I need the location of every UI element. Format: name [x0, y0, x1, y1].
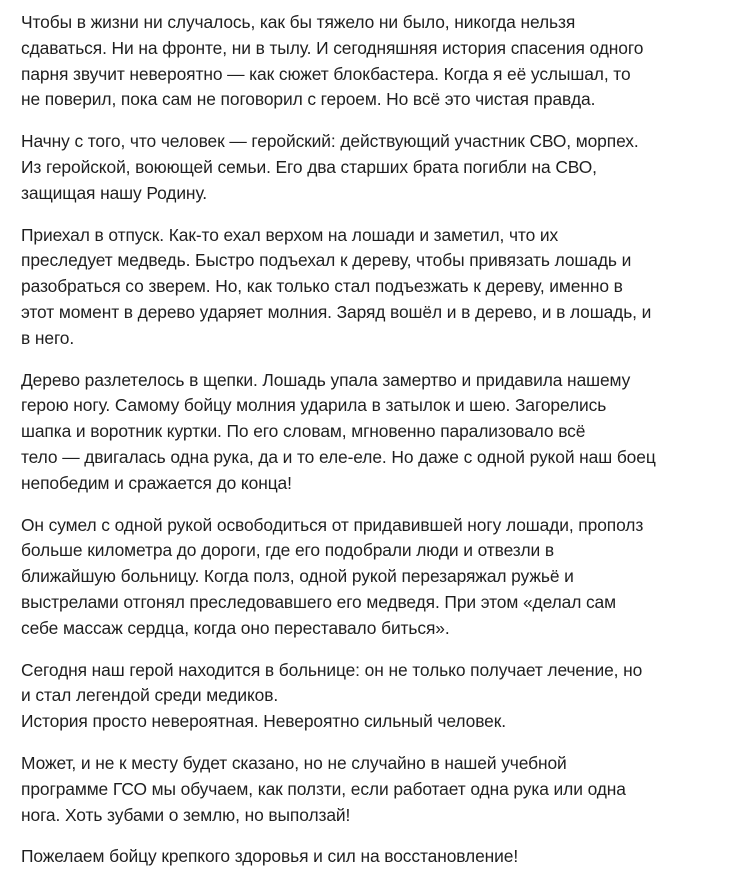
text-line: История просто невероятная. Невероятно сильный человек. — [21, 711, 506, 732]
text-line: Приехал в отпуск. Как-то ехал верхом на лошади и заметил, что их — [21, 224, 559, 245]
text-line: парня звучит невероятно — как сюжет блокбастера. Когда я её услышал, то — [21, 63, 631, 84]
text-line: сдаваться. Ни на фронте, ни в тылу. И сегодняшняя история спасения одного — [21, 37, 644, 58]
paragraph-5 — [21, 513, 721, 642]
text-line: нога. Хоть зубами о землю, но выползай! — [21, 804, 351, 825]
text-line: Дерево разлетелось в щепки. Лошадь упала замертво и придавила нашему — [21, 369, 631, 390]
text-line: Пожелаем бойцу крепкого здоровья и сил на восстановление! — [21, 846, 519, 867]
paragraph-2 — [21, 129, 721, 206]
text-line: ближайшую больницу. Когда полз, одной рукой перезаряжал ружьё и — [21, 566, 574, 587]
paragraph-3 — [21, 223, 721, 352]
text-line: программе ГСО мы обучаем, как ползти, если работает одна рука или одна — [21, 778, 626, 799]
text-line: Из геройской, воюющей семьи. Его два старших брата погибли на СВО, — [21, 156, 597, 177]
paragraph-6 — [21, 658, 721, 735]
text-line: Сегодня наш герой находится в больнице: он не только получает лечение, но — [21, 659, 643, 680]
text-line: тело — двигалась одна рука, да и то еле-еле. Но даже с одной рукой наш боец — [21, 446, 656, 467]
text-line: в него. — [21, 327, 75, 348]
text-line: и стал легендой среди медиков. — [21, 685, 279, 706]
text-line: себе массаж сердца, когда оно переставало биться». — [21, 617, 450, 638]
paragraph-1 — [21, 10, 721, 113]
text-line: Он сумел с одной рукой освободиться от придавившей ногу лошади, прополз — [21, 514, 644, 535]
paragraph-8 — [21, 844, 721, 870]
paragraph-7 — [21, 751, 721, 828]
text-line: защищая нашу Родину. — [21, 182, 208, 203]
text-line: непобедим и сражается до конца! — [21, 472, 292, 493]
text-line: Чтобы в жизни ни случалось, как бы тяжело ни было, никогда нельзя — [21, 12, 576, 32]
text-line: разобраться со зверем. Но, как только стал подъезжать к дереву, именно в — [21, 276, 623, 297]
text-line: этот момент в дерево ударяет молния. Заряд вошёл и в дерево, и в лошадь, и — [21, 301, 652, 322]
text-line: не поверил, пока сам не поговорил с героем. Но всё это чистая правда. — [21, 89, 596, 110]
text-line: выстрелами отгонял преследовавшего его медведя. При этом «делал сам — [21, 591, 616, 612]
text-line: Может, и не к месту будет сказано, но не случайно в нашей учебной — [21, 752, 567, 773]
text-line: герою ногу. Самому бойцу молния ударила в затылок и шею. Загорелись — [21, 395, 607, 416]
text-line: больше километра до дороги, где его подобрали люди и отвезли в — [21, 540, 554, 561]
paragraph-4 — [21, 368, 721, 497]
text-line: Начну с того, что человек — геройский: действующий участник СВО, морпех. — [21, 131, 639, 152]
text-line: шапка и воротник куртки. По его словам, мгновенно парализовало всё — [21, 421, 586, 442]
text-line: преследует медведь. Быстро подъехал к дереву, чтобы привязать лошадь и — [21, 250, 632, 271]
